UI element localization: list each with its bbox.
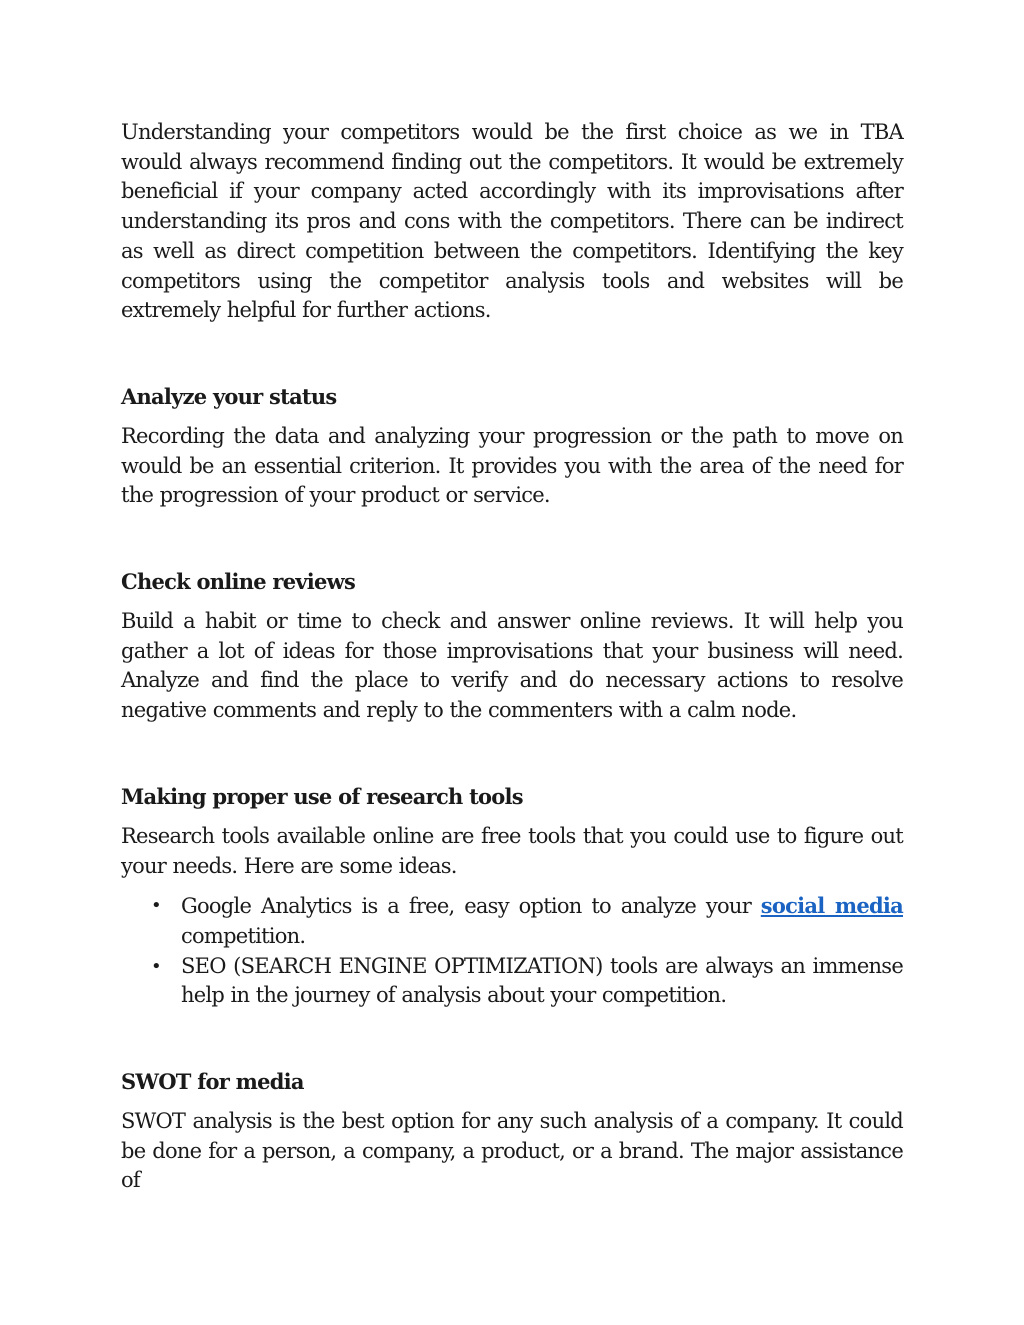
list-item-text: Google Analytics is a free, easy option to analyze your	[181, 894, 761, 919]
section-heading: SWOT for media	[121, 1069, 304, 1095]
list-item	[151, 891, 903, 951]
section-heading: Check online reviews	[121, 569, 356, 595]
section-analyze-status	[121, 382, 903, 511]
list-item	[151, 952, 903, 1011]
spacer	[121, 511, 903, 567]
section-research-tools	[121, 782, 903, 1011]
section-heading: Making proper use of research tools	[121, 783, 523, 809]
section-check-reviews	[121, 567, 903, 726]
list-item-text: competition.	[181, 923, 306, 948]
spacer	[121, 726, 903, 782]
document-page	[121, 118, 903, 1196]
intro-paragraph: Understanding your competitors would be the first choice as we in TBA would always recommend finding out the competitors. It would be extremely beneficial if your company acted accordingly with its improvisations after understanding its pros and cons with the competitors. There can be indirect as well as direct competition between the competitors. Identifying the key competitors using the competitor analysis tools and websites will be extremely helpful for further actions.	[121, 120, 903, 323]
bullet-icon: •	[151, 955, 161, 977]
section-body: SWOT analysis is the best option for any such analysis of a company. It could be done for a person, a company, a product, or a brand. The major assistance of	[121, 1109, 903, 1193]
section-body: Build a habit or time to check and answer online reviews. It will help you gather a lot of ideas for those improvisations that your business will need. Analyze and find the place to verify and do necessary actions to resolve negative comments and reply to the commenters with a calm node.	[121, 609, 903, 723]
tools-list	[121, 891, 903, 1011]
section-body: Research tools available online are free tools that you could use to figure out your needs. Here are some ideas.	[121, 823, 903, 878]
spacer	[121, 1011, 903, 1067]
bullet-icon: •	[151, 895, 161, 917]
section-swot	[121, 1067, 903, 1196]
list-item-text: SEO (SEARCH ENGINE OPTIMIZATION) tools are always an immense help in the journey of analysis about your competition.	[181, 953, 903, 1008]
social-media-link[interactable]: social media	[760, 893, 903, 919]
section-body: Recording the data and analyzing your progression or the path to move on would be an essential criterion. It provides you with the area of the need for the progression of your product or service.	[121, 423, 903, 508]
spacer	[121, 326, 903, 382]
section-heading: Analyze your status	[121, 383, 337, 409]
